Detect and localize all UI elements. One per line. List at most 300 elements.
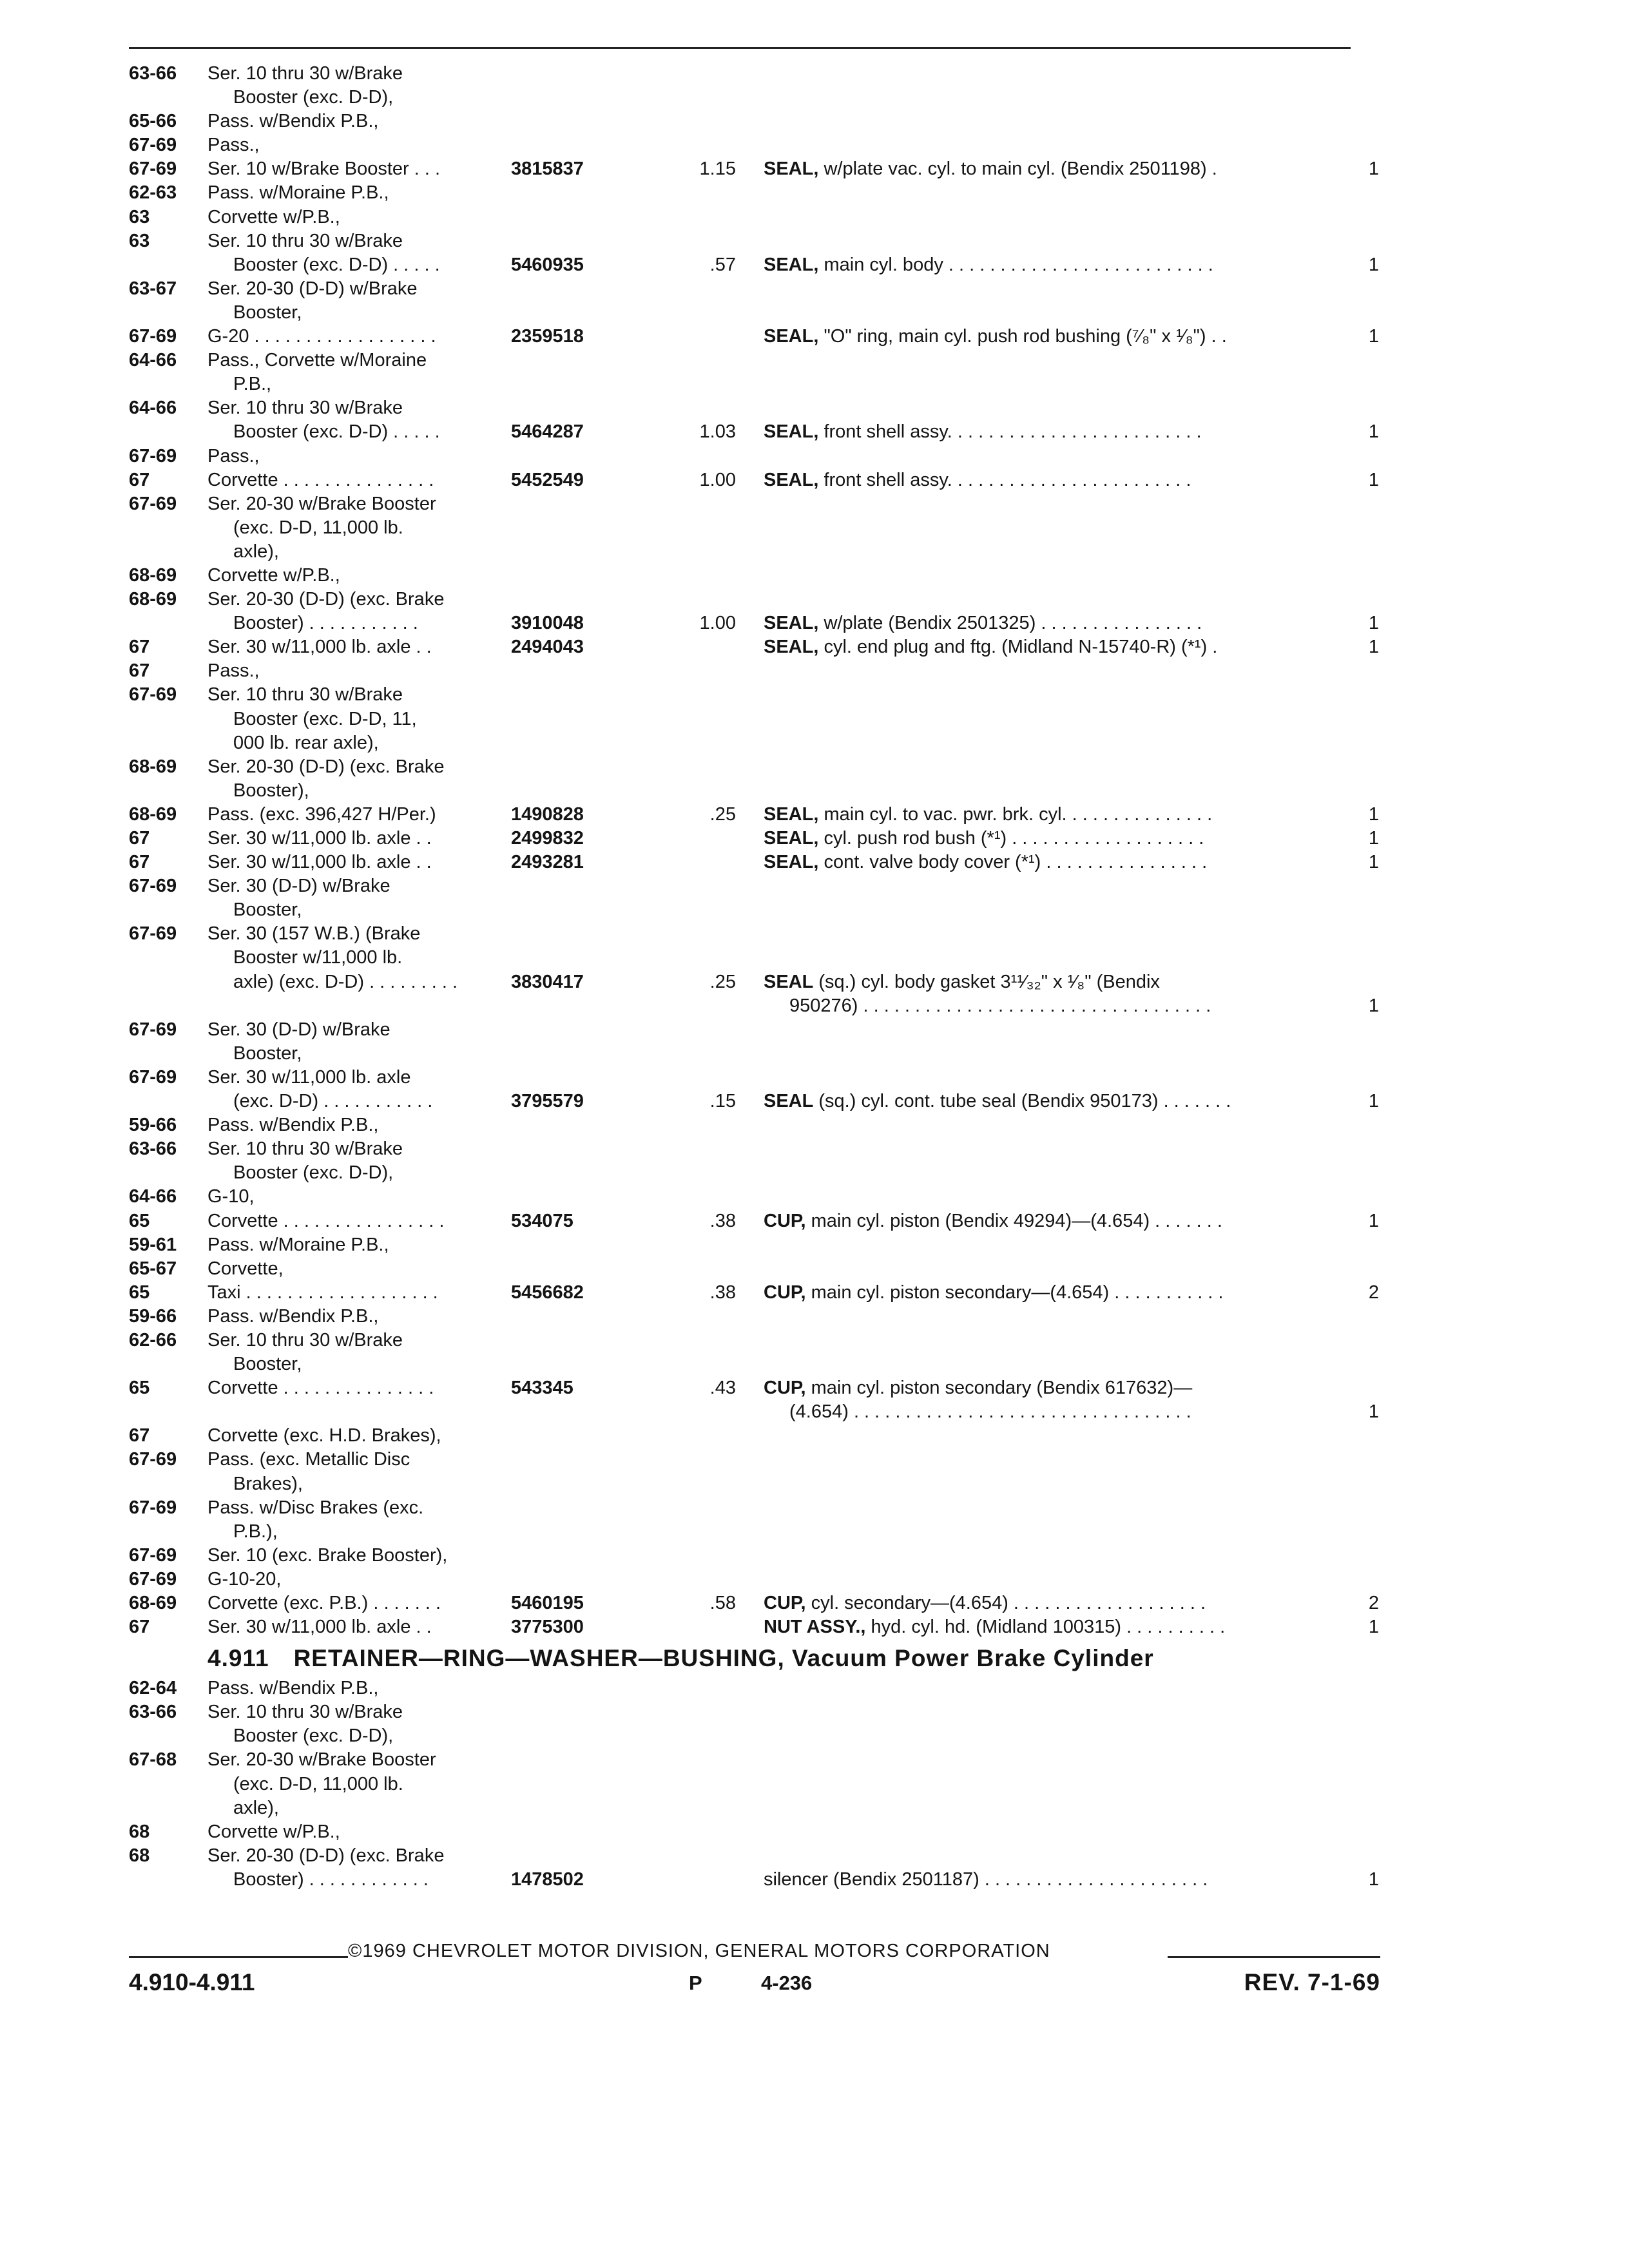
- part-number: 2494043: [511, 637, 584, 658]
- part-name: SEAL,: [764, 326, 819, 347]
- application: G-20 . . . . . . . . . . . . . . . . . .: [207, 326, 436, 347]
- model-years: 65-67: [129, 1258, 177, 1279]
- application: Corvette w/P.B.,: [207, 1821, 340, 1842]
- application: Ser. 30 (D-D) w/Brake: [207, 876, 390, 897]
- application: Pass. w/Moraine P.B.,: [207, 182, 389, 204]
- catalog-row: [0, 564, 1629, 588]
- model-years: 67-69: [129, 326, 177, 347]
- application: Ser. 30 w/11,000 lb. axle . .: [207, 852, 432, 873]
- footer-rule-left: [129, 1956, 348, 1958]
- revision-date: REV. 7-1-69: [1244, 1969, 1380, 1995]
- model-years: 67-69: [129, 1449, 177, 1470]
- application: Ser. 30 w/11,000 lb. axle: [207, 1066, 411, 1088]
- model-years: 67: [129, 1617, 150, 1638]
- catalog-row: [0, 970, 1629, 994]
- application: Pass. w/Bendix P.B.,: [207, 1115, 379, 1136]
- part-number: 5460195: [511, 1593, 584, 1613]
- part-description: [789, 994, 1211, 1018]
- application: Ser. 20-30 w/Brake Booster: [207, 493, 436, 514]
- part-description: [764, 1090, 1231, 1113]
- application: G-10-20,: [207, 1568, 282, 1590]
- application: Ser. 10 thru 30 w/Brake: [207, 398, 403, 419]
- application: Corvette . . . . . . . . . . . . . . .: [207, 469, 434, 490]
- part-name: SEAL,: [764, 469, 819, 490]
- group-range: 4.910-4.911: [129, 1969, 255, 1995]
- catalog-row: [0, 277, 1629, 301]
- model-years: 67-69: [129, 876, 177, 897]
- model-years: 67: [129, 660, 150, 682]
- model-years: 63-67: [129, 278, 177, 299]
- catalog-row: [0, 396, 1629, 420]
- model-years: 67-69: [129, 684, 177, 706]
- catalog-row: [0, 1677, 1629, 1700]
- part-number: 2359518: [511, 326, 584, 347]
- model-years: 64-66: [129, 350, 177, 371]
- application: Booster (exc. D-D, 11,: [233, 708, 417, 729]
- catalog-row: [0, 181, 1629, 205]
- catalog-row: [0, 325, 1629, 349]
- quantity: 1: [1368, 613, 1379, 634]
- quantity: 1: [1368, 637, 1379, 658]
- part-name: CUP,: [764, 1282, 806, 1303]
- part-description: [764, 325, 1227, 349]
- quantity: 1: [1368, 803, 1379, 825]
- description-text: cont. valve body cover (*¹) . . . . . . . . . . . . . . . .: [818, 852, 1208, 873]
- catalog-row: [0, 683, 1629, 707]
- catalog-row: [0, 157, 1629, 181]
- catalog-row: [0, 420, 1629, 444]
- part-number: 3815837: [511, 159, 584, 180]
- application: Ser. 10 thru 30 w/Brake: [207, 1702, 403, 1723]
- list-price: .25: [709, 803, 736, 825]
- application: Ser. 30 w/11,000 lb. axle . .: [207, 637, 432, 658]
- application: P.B.,: [233, 374, 272, 395]
- top-rule: [129, 47, 1351, 49]
- list-price: 1.00: [699, 469, 736, 490]
- part-number: 5460935: [511, 254, 584, 275]
- quantity: 1: [1368, 1091, 1379, 1112]
- application: Ser. 10 thru 30 w/Brake: [207, 1139, 403, 1160]
- description-text: main cyl. piston secondary (Bendix 617632)—: [805, 1378, 1193, 1399]
- part-number: 2499832: [511, 828, 584, 849]
- catalog-row: [0, 301, 1629, 325]
- description-text: silencer (Bendix 2501187) . . . . . . . . . . . . . . . . . . . . . .: [764, 1869, 1208, 1890]
- quantity: 1: [1368, 1401, 1379, 1423]
- application: Ser. 10 (exc. Brake Booster),: [207, 1544, 448, 1566]
- part-name: SEAL: [764, 971, 814, 992]
- quantity: 1: [1368, 469, 1379, 490]
- application: Ser. 20-30 w/Brake Booster: [207, 1749, 436, 1771]
- list-price: 1.15: [699, 159, 736, 180]
- part-description: [764, 1868, 1208, 1892]
- catalog-row: [0, 1400, 1629, 1424]
- application: Pass. w/Moraine P.B.,: [207, 1234, 389, 1255]
- application: Pass. w/Bendix P.B.,: [207, 1678, 379, 1699]
- catalog-row: [0, 1615, 1629, 1639]
- description-text: w/plate (Bendix 2501325) . . . . . . . . . . . . . . . .: [818, 613, 1202, 634]
- model-years: 63: [129, 230, 150, 251]
- application: Pass.,: [207, 660, 260, 682]
- catalog-row: [0, 1520, 1629, 1544]
- catalog-row: [0, 445, 1629, 468]
- application: Ser. 20-30 (D-D) (exc. Brake: [207, 1845, 445, 1866]
- part-number: 5464287: [511, 421, 584, 443]
- catalog-row: [0, 1090, 1629, 1113]
- part-name: SEAL,: [764, 254, 819, 275]
- application: Booster (exc. D-D),: [233, 1725, 394, 1747]
- catalog-row: [0, 1161, 1629, 1185]
- catalog-row: [0, 1796, 1629, 1820]
- application: Corvette (exc. P.B.) . . . . . . .: [207, 1593, 441, 1613]
- catalog-row: [0, 1868, 1629, 1892]
- application: axle),: [233, 1797, 279, 1818]
- description-text: (sq.) cyl. body gasket 3¹¹⁄₃₂" x ¹⁄₈" (Bendix: [813, 971, 1160, 992]
- quantity: 1: [1368, 995, 1379, 1016]
- part-number: 3795579: [511, 1091, 584, 1112]
- catalog-row: [0, 1544, 1629, 1568]
- model-years: 64-66: [129, 1186, 177, 1207]
- catalog-row: [0, 635, 1629, 659]
- application: Pass. (exc. Metallic Disc: [207, 1449, 410, 1470]
- quantity: 1: [1368, 421, 1379, 443]
- application: (exc. D-D) . . . . . . . . . . .: [233, 1091, 433, 1112]
- catalog-row: [0, 372, 1629, 396]
- catalog-row: [0, 1472, 1629, 1496]
- part-name: SEAL,: [764, 613, 819, 634]
- quantity: 1: [1368, 1617, 1379, 1638]
- catalog-row: [0, 731, 1629, 755]
- application: Pass.,: [207, 135, 260, 156]
- catalog-row: [0, 1066, 1629, 1090]
- model-years: 62-64: [129, 1678, 177, 1699]
- application: Corvette,: [207, 1258, 284, 1279]
- catalog-row: [0, 516, 1629, 540]
- part-description: [789, 1400, 1191, 1424]
- application: Booster) . . . . . . . . . . .: [233, 613, 418, 634]
- quantity: 1: [1368, 828, 1379, 849]
- application: Booster,: [233, 302, 302, 323]
- list-price: .57: [709, 254, 736, 275]
- list-price: 1.03: [699, 421, 736, 443]
- application: Booster,: [233, 899, 302, 921]
- catalog-row: [0, 874, 1629, 898]
- description-text: cyl. push rod bush (*¹) . . . . . . . . . . . . . . . . . . .: [818, 828, 1204, 849]
- model-years: 68: [129, 1821, 150, 1842]
- application: Pass. w/Bendix P.B.,: [207, 111, 379, 132]
- list-price: .38: [709, 1210, 736, 1231]
- list-price: .38: [709, 1282, 736, 1303]
- catalog-row: [0, 946, 1629, 970]
- application: Ser. 10 thru 30 w/Brake: [207, 1329, 403, 1350]
- part-name: SEAL,: [764, 421, 819, 443]
- model-years: 67-69: [129, 445, 177, 466]
- application: Booster (exc. D-D),: [233, 87, 394, 108]
- description-text: cyl. end plug and ftg. (Midland N-15740-R) (*¹) .: [818, 637, 1218, 658]
- catalog-row: [0, 86, 1629, 110]
- part-description: [764, 1209, 1222, 1233]
- application: Ser. 30 (157 W.B.) (Brake: [207, 923, 421, 945]
- description-text: main cyl. piston secondary—(4.654) . . . . . . . . . . .: [805, 1282, 1224, 1303]
- application: P.B.),: [233, 1521, 278, 1542]
- application: (exc. D-D, 11,000 lb.: [233, 517, 403, 538]
- model-years: 63: [129, 206, 150, 227]
- model-years: 67-68: [129, 1749, 177, 1771]
- application: Booster) . . . . . . . . . . . .: [233, 1869, 429, 1890]
- part-description: [764, 803, 1212, 827]
- application: (exc. D-D, 11,000 lb.: [233, 1773, 403, 1794]
- part-name: NUT ASSY.,: [764, 1617, 866, 1638]
- catalog-row: [0, 1042, 1629, 1066]
- application: Corvette . . . . . . . . . . . . . . . .: [207, 1210, 445, 1231]
- part-name: SEAL,: [764, 637, 819, 658]
- catalog-row: [0, 588, 1629, 611]
- part-description: [764, 253, 1213, 277]
- catalog-row: [0, 1305, 1629, 1329]
- catalog-row: [0, 994, 1629, 1018]
- parts-listing: [0, 62, 1629, 1892]
- description-text: "O" ring, main cyl. push rod bushing (⁷⁄₈" x ¹⁄₈") . .: [818, 326, 1227, 347]
- catalog-row: [0, 1233, 1629, 1257]
- model-years: 63-66: [129, 1139, 177, 1160]
- model-years: 67: [129, 828, 150, 849]
- part-name: CUP,: [764, 1210, 806, 1231]
- catalog-row: [0, 659, 1629, 683]
- model-years: 67-69: [129, 135, 177, 156]
- model-years: 59-61: [129, 1234, 177, 1255]
- catalog-row: [0, 1113, 1629, 1137]
- model-years: 62-63: [129, 182, 177, 204]
- retainer-rows: [0, 1677, 1629, 1892]
- model-years: 64-66: [129, 398, 177, 419]
- application: Booster (exc. D-D) . . . . .: [233, 254, 440, 275]
- catalog-row: [0, 755, 1629, 779]
- part-number: 5452549: [511, 469, 584, 490]
- quantity: 1: [1368, 1869, 1379, 1890]
- quantity: 1: [1368, 1210, 1379, 1231]
- application: axle) (exc. D-D) . . . . . . . . .: [233, 971, 458, 992]
- catalog-row: [0, 1844, 1629, 1868]
- application: Ser. 10 thru 30 w/Brake: [207, 684, 403, 706]
- model-years: 67-69: [129, 1544, 177, 1566]
- application: Pass. w/Disc Brakes (exc.: [207, 1497, 424, 1518]
- model-years: 68-69: [129, 1593, 177, 1613]
- part-name: CUP,: [764, 1593, 806, 1613]
- description-text: (sq.) cyl. cont. tube seal (Bendix 950173) . . . . . . .: [813, 1091, 1231, 1112]
- application: Ser. 20-30 (D-D) (exc. Brake: [207, 756, 445, 777]
- model-years: 63-66: [129, 1702, 177, 1723]
- description-text: cyl. secondary—(4.654) . . . . . . . . . . . . . . . . . . .: [805, 1593, 1206, 1613]
- description-text: main cyl. body . . . . . . . . . . . . . . . . . . . . . . . . . .: [818, 254, 1213, 275]
- application: 000 lb. rear axle),: [233, 732, 379, 753]
- catalog-row: [0, 253, 1629, 277]
- list-price: .58: [709, 1593, 736, 1613]
- application: Booster (exc. D-D),: [233, 1162, 394, 1184]
- description-text: main cyl. to vac. pwr. brk. cyl. . . . . . . . . . . . . . .: [818, 803, 1213, 825]
- catalog-row: [0, 1700, 1629, 1724]
- part-name: SEAL,: [764, 803, 819, 825]
- catalog-row: [0, 611, 1629, 635]
- application: Ser. 10 w/Brake Booster . . .: [207, 159, 441, 180]
- section-number: 4.911: [207, 1645, 269, 1672]
- catalog-row: [0, 1018, 1629, 1042]
- part-description: [764, 827, 1204, 850]
- quantity: 1: [1368, 852, 1379, 873]
- part-description: [764, 611, 1202, 635]
- catalog-row: [0, 229, 1629, 253]
- application: axle),: [233, 541, 279, 562]
- model-years: 67-69: [129, 923, 177, 945]
- part-name: SEAL,: [764, 159, 819, 180]
- application: Corvette w/P.B.,: [207, 564, 340, 586]
- catalog-row: [0, 1329, 1629, 1352]
- model-years: 63-66: [129, 63, 177, 84]
- application: Brakes),: [233, 1473, 303, 1494]
- list-price: .25: [709, 971, 736, 992]
- part-number: 3830417: [511, 971, 584, 992]
- part-number: 3775300: [511, 1617, 584, 1638]
- model-years: 65: [129, 1282, 150, 1303]
- model-years: 65-66: [129, 111, 177, 132]
- catalog-row: [0, 1448, 1629, 1472]
- quantity: 1: [1368, 326, 1379, 347]
- application: Ser. 20-30 (D-D) (exc. Brake: [207, 589, 445, 610]
- quantity: 2: [1368, 1282, 1379, 1303]
- part-description: [764, 157, 1217, 181]
- catalog-row: [0, 1820, 1629, 1844]
- page-footer: [129, 1939, 1380, 2010]
- description-text: main cyl. piston (Bendix 49294)—(4.654) . . . . . . .: [805, 1210, 1222, 1231]
- application: Pass.,: [207, 445, 260, 466]
- part-number: 543345: [511, 1378, 574, 1399]
- model-years: 68-69: [129, 803, 177, 825]
- catalog-row: [0, 492, 1629, 516]
- application: Ser. 30 w/11,000 lb. axle . .: [207, 828, 432, 849]
- application: Ser. 20-30 (D-D) w/Brake: [207, 278, 418, 299]
- page-letter: P: [689, 1972, 702, 1994]
- application: Corvette w/P.B.,: [207, 206, 340, 227]
- part-number: 5456682: [511, 1282, 584, 1303]
- application: Ser. 10 thru 30 w/Brake: [207, 63, 403, 84]
- section-heading-row: [0, 1639, 1629, 1677]
- part-name: SEAL: [764, 1091, 814, 1112]
- description-text: front shell assy. . . . . . . . . . . . . . . . . . . . . . . . .: [818, 421, 1202, 443]
- section-heading: [207, 1645, 1154, 1672]
- catalog-row: [0, 1724, 1629, 1748]
- model-years: 67-69: [129, 493, 177, 514]
- model-years: 67-69: [129, 1568, 177, 1590]
- quantity: 2: [1368, 1593, 1379, 1613]
- model-years: 65: [129, 1210, 150, 1231]
- page-number: 4-236: [761, 1972, 813, 1994]
- list-price: .43: [709, 1378, 736, 1399]
- application: Booster (exc. D-D) . . . . .: [233, 421, 440, 443]
- model-years: 67: [129, 469, 150, 490]
- model-years: 67-69: [129, 1497, 177, 1518]
- catalog-row: [0, 206, 1629, 229]
- application: Taxi . . . . . . . . . . . . . . . . . . .: [207, 1282, 438, 1303]
- part-description: [764, 1281, 1223, 1305]
- footer-rule-right: [1168, 1956, 1380, 1958]
- application: Booster,: [233, 1043, 302, 1064]
- catalog-row: [0, 62, 1629, 86]
- catalog-row: [0, 707, 1629, 731]
- part-description: [764, 468, 1191, 492]
- catalog-row: [0, 850, 1629, 874]
- part-description: [764, 850, 1207, 874]
- part-description: [764, 970, 1160, 994]
- catalog-row: [0, 133, 1629, 157]
- model-years: 67: [129, 852, 150, 873]
- part-name: SEAL,: [764, 852, 819, 873]
- model-years: 59-66: [129, 1305, 177, 1327]
- application: Corvette . . . . . . . . . . . . . . .: [207, 1378, 434, 1399]
- part-description: [764, 420, 1202, 444]
- application: Booster),: [233, 780, 309, 801]
- model-years: 62-66: [129, 1329, 177, 1350]
- catalog-row: [0, 1376, 1629, 1400]
- catalog-row: [0, 1257, 1629, 1281]
- catalog-row: [0, 827, 1629, 850]
- list-price: 1.00: [699, 613, 736, 634]
- description-text: hyd. cyl. hd. (Midland 100315) . . . . . . . . . .: [865, 1617, 1226, 1638]
- catalog-row: [0, 1424, 1629, 1448]
- catalog-row: [0, 349, 1629, 372]
- description-text: 950276) . . . . . . . . . . . . . . . . . . . . . . . . . . . . . . . . . .: [789, 995, 1211, 1016]
- part-description: [764, 1376, 1192, 1400]
- catalog-row: [0, 1281, 1629, 1305]
- model-years: 68-69: [129, 564, 177, 586]
- part-number: 1478502: [511, 1869, 584, 1890]
- catalog-row: [0, 779, 1629, 803]
- quantity: 1: [1368, 254, 1379, 275]
- catalog-row: [0, 1748, 1629, 1772]
- copyright-line: [129, 1939, 1380, 1965]
- description-text: (4.654) . . . . . . . . . . . . . . . . . . . . . . . . . . . . . . . . .: [789, 1401, 1191, 1423]
- model-years: 68-69: [129, 756, 177, 777]
- application: Booster w/11,000 lb.: [233, 947, 403, 968]
- catalog-row: [0, 898, 1629, 922]
- catalog-row: [0, 1773, 1629, 1796]
- catalog-row: [0, 1568, 1629, 1591]
- catalog-row: [0, 468, 1629, 492]
- model-years: 67-69: [129, 1066, 177, 1088]
- section-title: RETAINER—RING—WASHER—BUSHING, Vacuum Power Brake Cylinder: [293, 1645, 1154, 1672]
- model-years: 59-66: [129, 1115, 177, 1136]
- catalog-row: [0, 1352, 1629, 1376]
- application: Pass., Corvette w/Moraine: [207, 350, 427, 371]
- application: Pass. w/Bendix P.B.,: [207, 1305, 379, 1327]
- part-name: CUP,: [764, 1378, 806, 1399]
- list-price: .15: [709, 1091, 736, 1112]
- catalog-row: [0, 540, 1629, 564]
- part-description: [764, 635, 1217, 659]
- application: G-10,: [207, 1186, 255, 1207]
- part-description: [764, 1591, 1206, 1615]
- catalog-row: [0, 1185, 1629, 1209]
- model-years: 67-69: [129, 159, 177, 180]
- part-number: 2493281: [511, 852, 584, 873]
- seal-cup-nut-rows: [0, 62, 1629, 1639]
- description-text: w/plate vac. cyl. to main cyl. (Bendix 2501198) .: [818, 159, 1217, 180]
- application: Pass. (exc. 396,427 H/Per.): [207, 803, 436, 825]
- quantity: 1: [1368, 159, 1379, 180]
- catalog-row: [0, 803, 1629, 827]
- part-name: SEAL,: [764, 828, 819, 849]
- copyright-notice: ©1969 CHEVROLET MOTOR DIVISION, GENERAL MOTORS CORPORATION: [348, 1941, 1050, 1961]
- application: Booster,: [233, 1354, 302, 1375]
- application: Ser. 10 thru 30 w/Brake: [207, 230, 403, 251]
- catalog-row: [0, 922, 1629, 946]
